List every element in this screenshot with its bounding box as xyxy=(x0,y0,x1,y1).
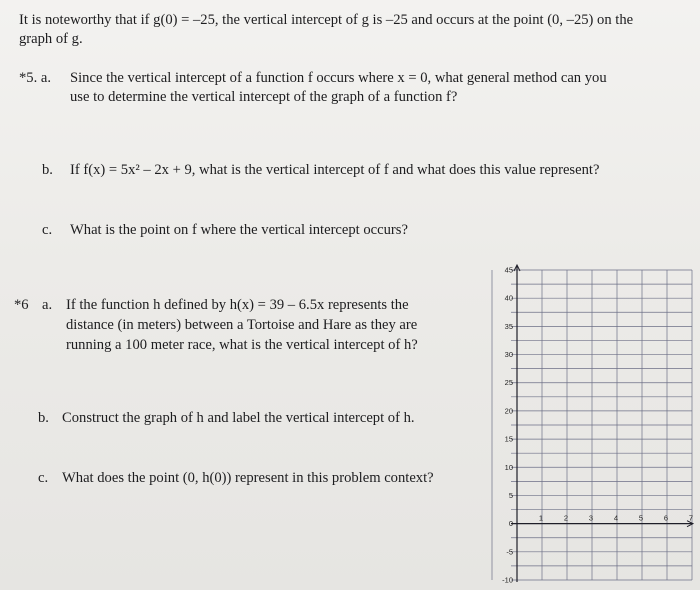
q5b-text: If f(x) = 5x² – 2x + 9, what is the vertical intercept of f and what does this value represent? xyxy=(70,162,600,178)
q6a-line-3: running a 100 meter race, what is the vertical intercept of h? xyxy=(66,337,418,353)
coordinate-grid[interactable] xyxy=(478,262,696,584)
q6a-line-1: If the function h defined by h(x) = 39 – 6.5x represents the xyxy=(66,297,409,313)
q6b-text: Construct the graph of h and label the vertical intercept of h. xyxy=(62,410,415,426)
q5a-line-2: use to determine the vertical intercept of the graph of a function f? xyxy=(70,89,458,105)
q5c-text: What is the point on f where the vertical intercept occurs? xyxy=(70,222,408,238)
x-tick-label: 3 xyxy=(588,513,594,523)
x-axis-tick-labels xyxy=(539,514,693,523)
intro-line-1: It is noteworthy that if g(0) = –25, the vertical intercept of g is –25 and occurs at the point (0, –25) on the xyxy=(19,12,634,28)
q6c-text: What does the point (0, h(0)) represent in this problem context? xyxy=(62,470,434,486)
y-tick-label: -5 xyxy=(506,547,513,557)
y-tick-label: 15 xyxy=(504,434,513,444)
q5c-label: c. xyxy=(42,222,53,238)
y-tick-label: 10 xyxy=(504,462,513,472)
x-tick-label: 4 xyxy=(613,513,619,523)
q6a-line-2: distance (in meters) between a Tortoise and Hare as they are xyxy=(66,317,418,333)
q5a-line-1: Since the vertical intercept of a function f occurs where x = 0, what general method can you xyxy=(70,70,607,86)
y-tick-label: 40 xyxy=(504,293,513,303)
y-tick-label: 25 xyxy=(504,378,513,388)
q6a-label: a. xyxy=(42,297,53,313)
q6-number: *6 xyxy=(14,297,29,313)
x-tick-label: 2 xyxy=(563,513,569,523)
q6b-label: b. xyxy=(38,410,49,426)
y-tick-label: 45 xyxy=(504,265,513,275)
y-tick-label: 20 xyxy=(504,406,513,416)
y-tick-label: -10 xyxy=(502,575,513,584)
y-tick-label: 5 xyxy=(508,490,513,500)
x-tick-label: 6 xyxy=(663,513,669,523)
grid-lines xyxy=(492,270,692,580)
y-tick-label: 30 xyxy=(504,350,513,360)
y-tick-label: 35 xyxy=(504,321,513,331)
q5b-label: b. xyxy=(42,162,53,178)
q6c-label: c. xyxy=(38,470,49,486)
x-tick-label: 5 xyxy=(638,513,644,523)
q5-number: *5. a. xyxy=(19,70,52,86)
x-tick-label: 7 xyxy=(688,513,694,523)
x-tick-label: 1 xyxy=(538,513,544,523)
y-tick-label: 0 xyxy=(508,519,513,529)
intro-line-2: graph of g. xyxy=(19,31,83,47)
